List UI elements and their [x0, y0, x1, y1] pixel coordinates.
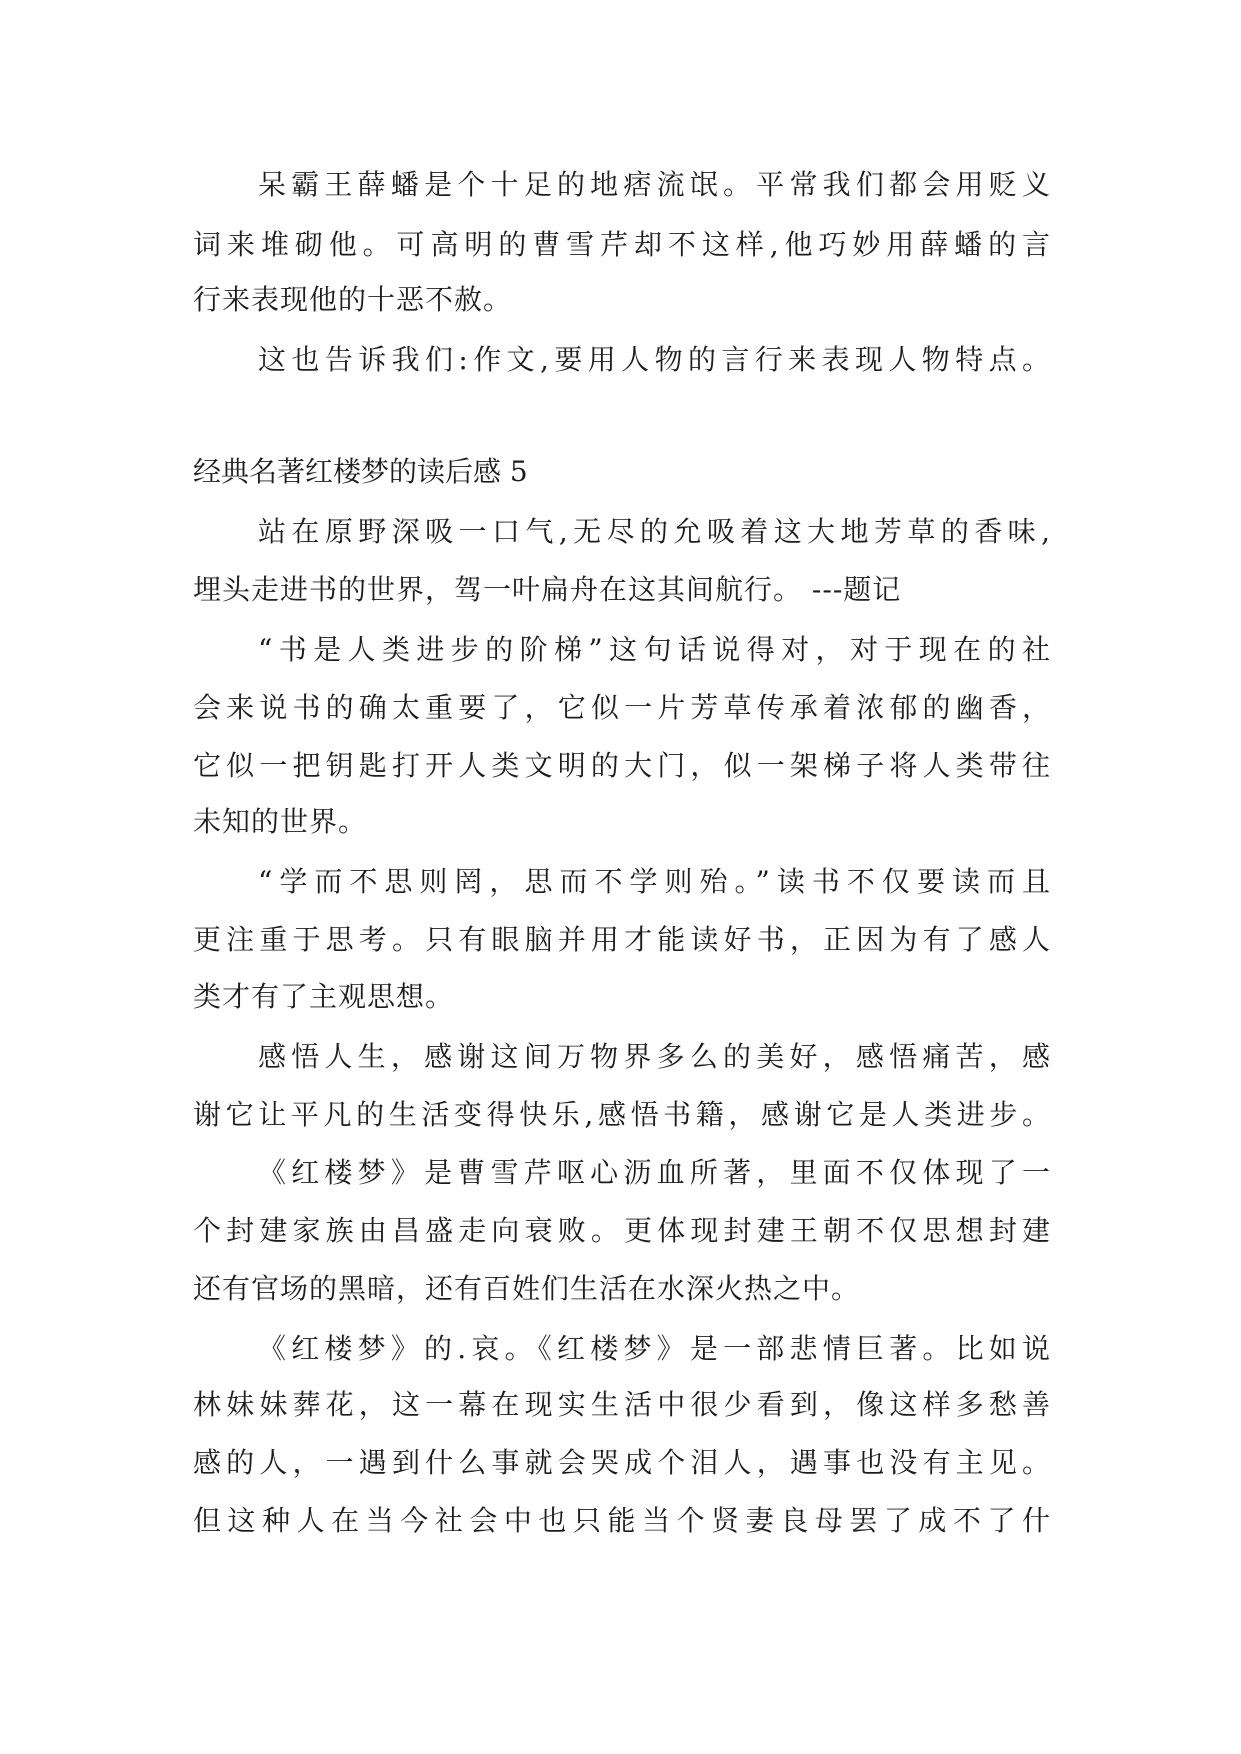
text-line: 未知的世界。	[193, 805, 368, 838]
text-line: 感悟人生，感谢这间万物界多么的美好，感悟痛苦，感	[258, 1040, 1050, 1073]
text-line: 它似一把钥匙打开人类文明的大门，似一架梯子将人类带往	[193, 749, 1050, 782]
text-line: 感的人，一遇到什么事就会哭成个泪人，遇事也没有主见。	[193, 1446, 1050, 1479]
text-line: 《红楼梦》是曹雪芹呕心沥血所著，里面不仅体现了一	[258, 1156, 1050, 1189]
text-line: 谢它让平凡的生活变得快乐,感悟书籍，感谢它是人类进步。	[193, 1098, 1050, 1131]
text-line: 个封建家族由昌盛走向衰败。更体现封建王朝不仅思想封建	[193, 1214, 1050, 1247]
text-line: 林妹妹葬花，这一幕在现实生活中很少看到，像这样多愁善	[193, 1388, 1050, 1421]
text-line: 更注重于思考。只有眼脑并用才能读好书，正因为有了感人	[193, 923, 1050, 956]
text-line: 站在原野深吸一口气,无尽的允吸着这大地芳草的香味,	[258, 515, 1050, 548]
text-line: 但这种人在当今社会中也只能当个贤妻良母罢了成不了什	[193, 1504, 1050, 1537]
text-line: 《红楼梦》的.哀。《红楼梦》是一部悲情巨著。比如说	[258, 1332, 1050, 1365]
text-line: 呆霸王薛蟠是个十足的地痞流氓。平常我们都会用贬义	[258, 168, 1050, 201]
text-line: 词来堆砌他。可高明的曹雪芹却不这样,他巧妙用薛蟠的言	[193, 228, 1050, 261]
text-line: 还有官场的黑暗，还有百姓们生活在水深火热之中。	[193, 1272, 861, 1305]
text-line: 会来说书的确太重要了，它似一片芳草传承着浓郁的幽香，	[193, 691, 1050, 724]
text-line: 类才有了主观思想。	[193, 980, 455, 1013]
text-line: 这也告诉我们:作文,要用人物的言行来表现人物特点。	[258, 343, 1050, 376]
text-line: “学而不思则罔，思而不学则殆。”读书不仅要读而且	[258, 865, 1050, 898]
section-heading: 经典名著红楼梦的读后感 5	[193, 455, 528, 488]
text-line: 行来表现他的十恶不赦。	[193, 283, 513, 316]
text-line: “书是人类进步的阶梯”这句话说得对，对于现在的社	[258, 633, 1050, 666]
text-line: 埋头走进书的世界，驾一叶扁舟在这其间航行。 ---题记	[193, 573, 902, 606]
